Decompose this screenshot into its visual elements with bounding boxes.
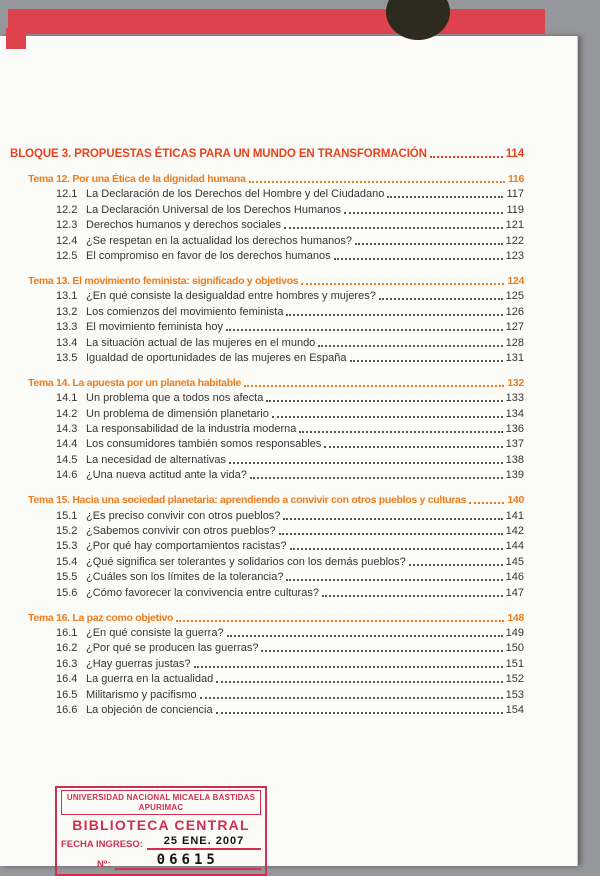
entry-number: 15.6	[56, 586, 78, 599]
dot-leader	[299, 431, 502, 433]
dot-leader	[379, 298, 503, 300]
entry-title: ¿Se respetan en la actualidad los derechos humanos?	[86, 234, 353, 247]
entry-title: El movimiento feminista hoy	[86, 321, 223, 334]
entry-title: La guerra en la actualidad	[86, 673, 214, 686]
entry-title: ¿Es preciso convivir con otros pueblos?	[86, 509, 281, 522]
dot-leader	[301, 283, 504, 285]
dot-leader	[266, 400, 502, 402]
entry-title: ¿Por qué hay comportamientos racistas?	[86, 540, 287, 553]
toc-entry	[10, 337, 524, 349]
entry-number: 13.5	[56, 351, 78, 364]
entry-page-number: 136	[505, 423, 524, 436]
entry-page-number: 141	[505, 509, 524, 522]
dot-leader	[350, 360, 503, 362]
entry-number: 13.2	[56, 305, 78, 318]
entry-number: 12.1	[56, 188, 78, 201]
toc-entry	[10, 235, 524, 247]
toc-entry	[10, 689, 524, 701]
tema-page-number: 124	[507, 274, 524, 287]
entry-number: 14.6	[56, 469, 78, 482]
toc-entry	[10, 408, 524, 420]
dot-leader	[324, 446, 502, 448]
bloque-heading	[10, 148, 524, 160]
toc-entry	[10, 571, 524, 583]
entry-title: La responsabilidad de la industria moderna	[86, 423, 297, 436]
entry-title: La objeción de conciencia	[86, 703, 213, 716]
dot-leader	[229, 462, 503, 464]
tema-page-number: 116	[507, 173, 524, 185]
tema-title: Tema 14. La apuesta por un planeta habitable	[28, 376, 241, 389]
entry-page-number: 152	[505, 673, 524, 686]
dot-leader	[261, 650, 502, 652]
entry-page-number: 147	[505, 586, 524, 599]
toc-entry	[10, 454, 524, 466]
bloque-page-number: 114	[505, 148, 524, 160]
entry-page-number: 154	[505, 703, 524, 716]
tema-heading	[10, 494, 524, 506]
dot-leader	[290, 548, 503, 550]
stamp-university-line1: UNIVERSIDAD NACIONAL MICAELA BASTIDAS	[66, 793, 256, 802]
stamp-number-label: Nº:	[97, 859, 111, 870]
stamp-university-name	[61, 790, 261, 815]
entry-number: 12.4	[56, 234, 78, 247]
toc-entry	[10, 423, 524, 435]
toc-entry	[10, 438, 524, 450]
entry-number: 15.2	[56, 525, 78, 538]
entry-title: ¿Cómo favorecer la convivencia entre culturas?	[86, 586, 319, 599]
entry-title: Un problema que a todos nos afecta	[86, 392, 264, 405]
stamp-number-row	[61, 852, 261, 870]
stamp-date-row	[61, 835, 261, 850]
entry-page-number: 134	[505, 407, 524, 420]
entry-number: 13.1	[56, 290, 78, 303]
tema-heading	[10, 275, 524, 287]
dot-leader	[284, 227, 503, 229]
entry-title: ¿Por qué se producen las guerras?	[86, 642, 259, 655]
tema-title: Tema 13. El movimiento feminista: significado y objetivos	[28, 274, 299, 287]
toc-entry	[10, 204, 524, 216]
dot-leader	[318, 345, 502, 347]
dot-leader	[344, 212, 503, 214]
entry-page-number: 144	[505, 540, 524, 553]
entry-page-number: 150	[505, 642, 524, 655]
entry-number: 13.4	[56, 336, 78, 349]
toc-entry	[10, 556, 524, 568]
entry-title: La Declaración Universal de los Derechos Humanos	[86, 203, 341, 216]
toc-entry	[10, 673, 524, 685]
entry-page-number: 139	[505, 469, 524, 482]
dot-leader	[286, 579, 502, 581]
toc-entry	[10, 587, 524, 599]
dot-leader	[286, 314, 502, 316]
stamp-date-label: FECHA INGRESO:	[61, 839, 143, 850]
entry-number: 14.4	[56, 438, 78, 451]
entry-page-number: 138	[505, 453, 524, 466]
dot-leader	[283, 518, 502, 520]
library-stamp	[55, 786, 267, 876]
toc-entry	[10, 290, 524, 302]
entry-number: 15.3	[56, 540, 78, 553]
toc-entry	[10, 658, 524, 670]
toc-entry	[10, 540, 524, 552]
dot-leader	[250, 477, 503, 479]
entry-page-number: 123	[505, 249, 524, 262]
entry-page-number: 121	[505, 219, 524, 232]
dot-leader	[244, 385, 504, 387]
dot-leader	[469, 502, 504, 504]
entry-number: 14.3	[56, 423, 78, 436]
dot-leader	[194, 666, 503, 668]
entry-page-number: 153	[505, 688, 524, 701]
entry-number: 15.5	[56, 571, 78, 584]
table-of-contents	[10, 148, 524, 719]
dot-leader	[227, 635, 503, 637]
tema-heading	[10, 377, 524, 389]
tema-heading	[10, 612, 524, 624]
book-cover-edge-corner	[6, 28, 26, 49]
finger-smudge	[386, 0, 450, 40]
entry-title: La necesidad de alternativas	[86, 453, 227, 466]
toc-entry	[10, 352, 524, 364]
toc-entry	[10, 704, 524, 716]
dot-leader	[216, 681, 502, 683]
entry-title: ¿Cuáles son los límites de la tolerancia?	[86, 571, 284, 584]
entry-page-number: 122	[505, 234, 524, 247]
stamp-university-line2: APURIMAC	[138, 802, 184, 812]
entry-title: ¿En qué consiste la guerra?	[86, 626, 224, 639]
entry-page-number: 126	[505, 305, 524, 318]
book-cover-edge-strip	[8, 9, 545, 34]
entry-page-number: 145	[505, 555, 524, 568]
entry-page-number: 127	[505, 321, 524, 334]
entry-page-number: 117	[506, 188, 524, 201]
entry-number: 12.2	[56, 203, 78, 216]
entry-title: ¿En qué consiste la desigualdad entre hombres y mujeres?	[86, 290, 376, 303]
entry-title: El compromiso en favor de los derechos humanos	[86, 249, 331, 262]
entry-page-number: 146	[505, 571, 524, 584]
tema-title: Tema 15. Hacia una sociedad planetaria: aprendiendo a convivir con otros pueblos y culturas	[28, 494, 467, 507]
dot-leader	[226, 329, 503, 331]
entry-page-number: 119	[506, 203, 524, 216]
dot-leader	[176, 620, 504, 622]
entry-page-number: 149	[505, 626, 524, 639]
entry-title: Derechos humanos y derechos sociales	[86, 219, 282, 232]
dot-leader	[200, 697, 503, 699]
entry-title: Igualdad de oportunidades de las mujeres en España	[86, 351, 347, 364]
dot-leader	[279, 533, 503, 535]
toc-entry	[10, 219, 524, 231]
entry-number: 16.4	[56, 673, 78, 686]
entry-title: La Declaración de los Derechos del Hombre y del Ciudadano	[86, 188, 385, 201]
entry-number: 16.2	[56, 642, 78, 655]
toc-entry	[10, 321, 524, 333]
toc-entry	[10, 510, 524, 522]
dot-leader	[355, 243, 503, 245]
toc-entry	[10, 642, 524, 654]
entry-number: 16.1	[56, 626, 78, 639]
dot-leader	[272, 416, 503, 418]
entry-number: 15.4	[56, 555, 78, 568]
entry-page-number: 133	[505, 392, 524, 405]
dot-leader	[216, 712, 503, 714]
entry-page-number: 128	[505, 336, 524, 349]
tema-heading	[10, 173, 524, 185]
tema-title: Tema 16. La paz como objetivo	[28, 611, 174, 624]
dot-leader	[387, 196, 503, 198]
toc-entry	[10, 627, 524, 639]
dot-leader	[430, 156, 503, 158]
entry-number: 13.3	[56, 321, 78, 334]
dot-leader	[334, 258, 503, 260]
entry-title: ¿Qué significa ser tolerantes y solidarios con los demás pueblos?	[86, 555, 406, 568]
tema-page-number: 132	[507, 376, 524, 389]
stamp-number-value: 06615	[115, 852, 262, 870]
entry-number: 14.1	[56, 392, 78, 405]
tema-page-number: 148	[507, 611, 524, 624]
toc-entry	[10, 392, 524, 404]
stamp-title: BIBLIOTECA CENTRAL	[72, 817, 250, 833]
dot-leader	[322, 595, 503, 597]
toc-entry	[10, 306, 524, 318]
entry-number: 12.5	[56, 249, 78, 262]
bloque-title: BLOQUE 3. PROPUESTAS ÉTICAS PARA UN MUNDO EN TRANSFORMACIÓN	[10, 148, 427, 160]
entry-title: Militarismo y pacifismo	[86, 688, 197, 701]
entry-title: Un problema de dimensión planetario	[86, 407, 269, 420]
stamp-date-value: 25 ENE. 2007	[147, 835, 261, 850]
toc-entry	[10, 525, 524, 537]
entry-page-number: 151	[505, 657, 524, 670]
dot-leader	[249, 181, 505, 183]
scanned-page	[0, 36, 578, 870]
entry-number: 14.2	[56, 407, 78, 420]
dot-leader	[409, 564, 503, 566]
toc-entry	[10, 188, 524, 200]
tema-title: Tema 12. Por una Ética de la dignidad humana	[28, 173, 246, 185]
entry-number: 16.6	[56, 703, 78, 716]
entry-number: 12.3	[56, 219, 78, 232]
entry-title: La situación actual de las mujeres en el mundo	[86, 336, 316, 349]
entry-number: 14.5	[56, 453, 78, 466]
entry-title: Los consumidores también somos responsables	[86, 438, 322, 451]
entry-page-number: 142	[505, 525, 524, 538]
entry-number: 15.1	[56, 509, 78, 522]
entry-title: ¿Hay guerras justas?	[86, 657, 191, 670]
entry-page-number: 137	[505, 438, 524, 451]
entry-number: 16.5	[56, 688, 78, 701]
entry-title: ¿Sabemos convivir con otros pueblos?	[86, 525, 276, 538]
toc-entry	[10, 250, 524, 262]
entry-title: ¿Una nueva actitud ante la vida?	[86, 469, 247, 482]
entry-page-number: 131	[505, 351, 524, 364]
entry-number: 16.3	[56, 657, 78, 670]
entry-page-number: 125	[505, 290, 524, 303]
toc-entry	[10, 469, 524, 481]
tema-page-number: 140	[507, 494, 524, 507]
entry-title: Los comienzos del movimiento feminista	[86, 305, 284, 318]
